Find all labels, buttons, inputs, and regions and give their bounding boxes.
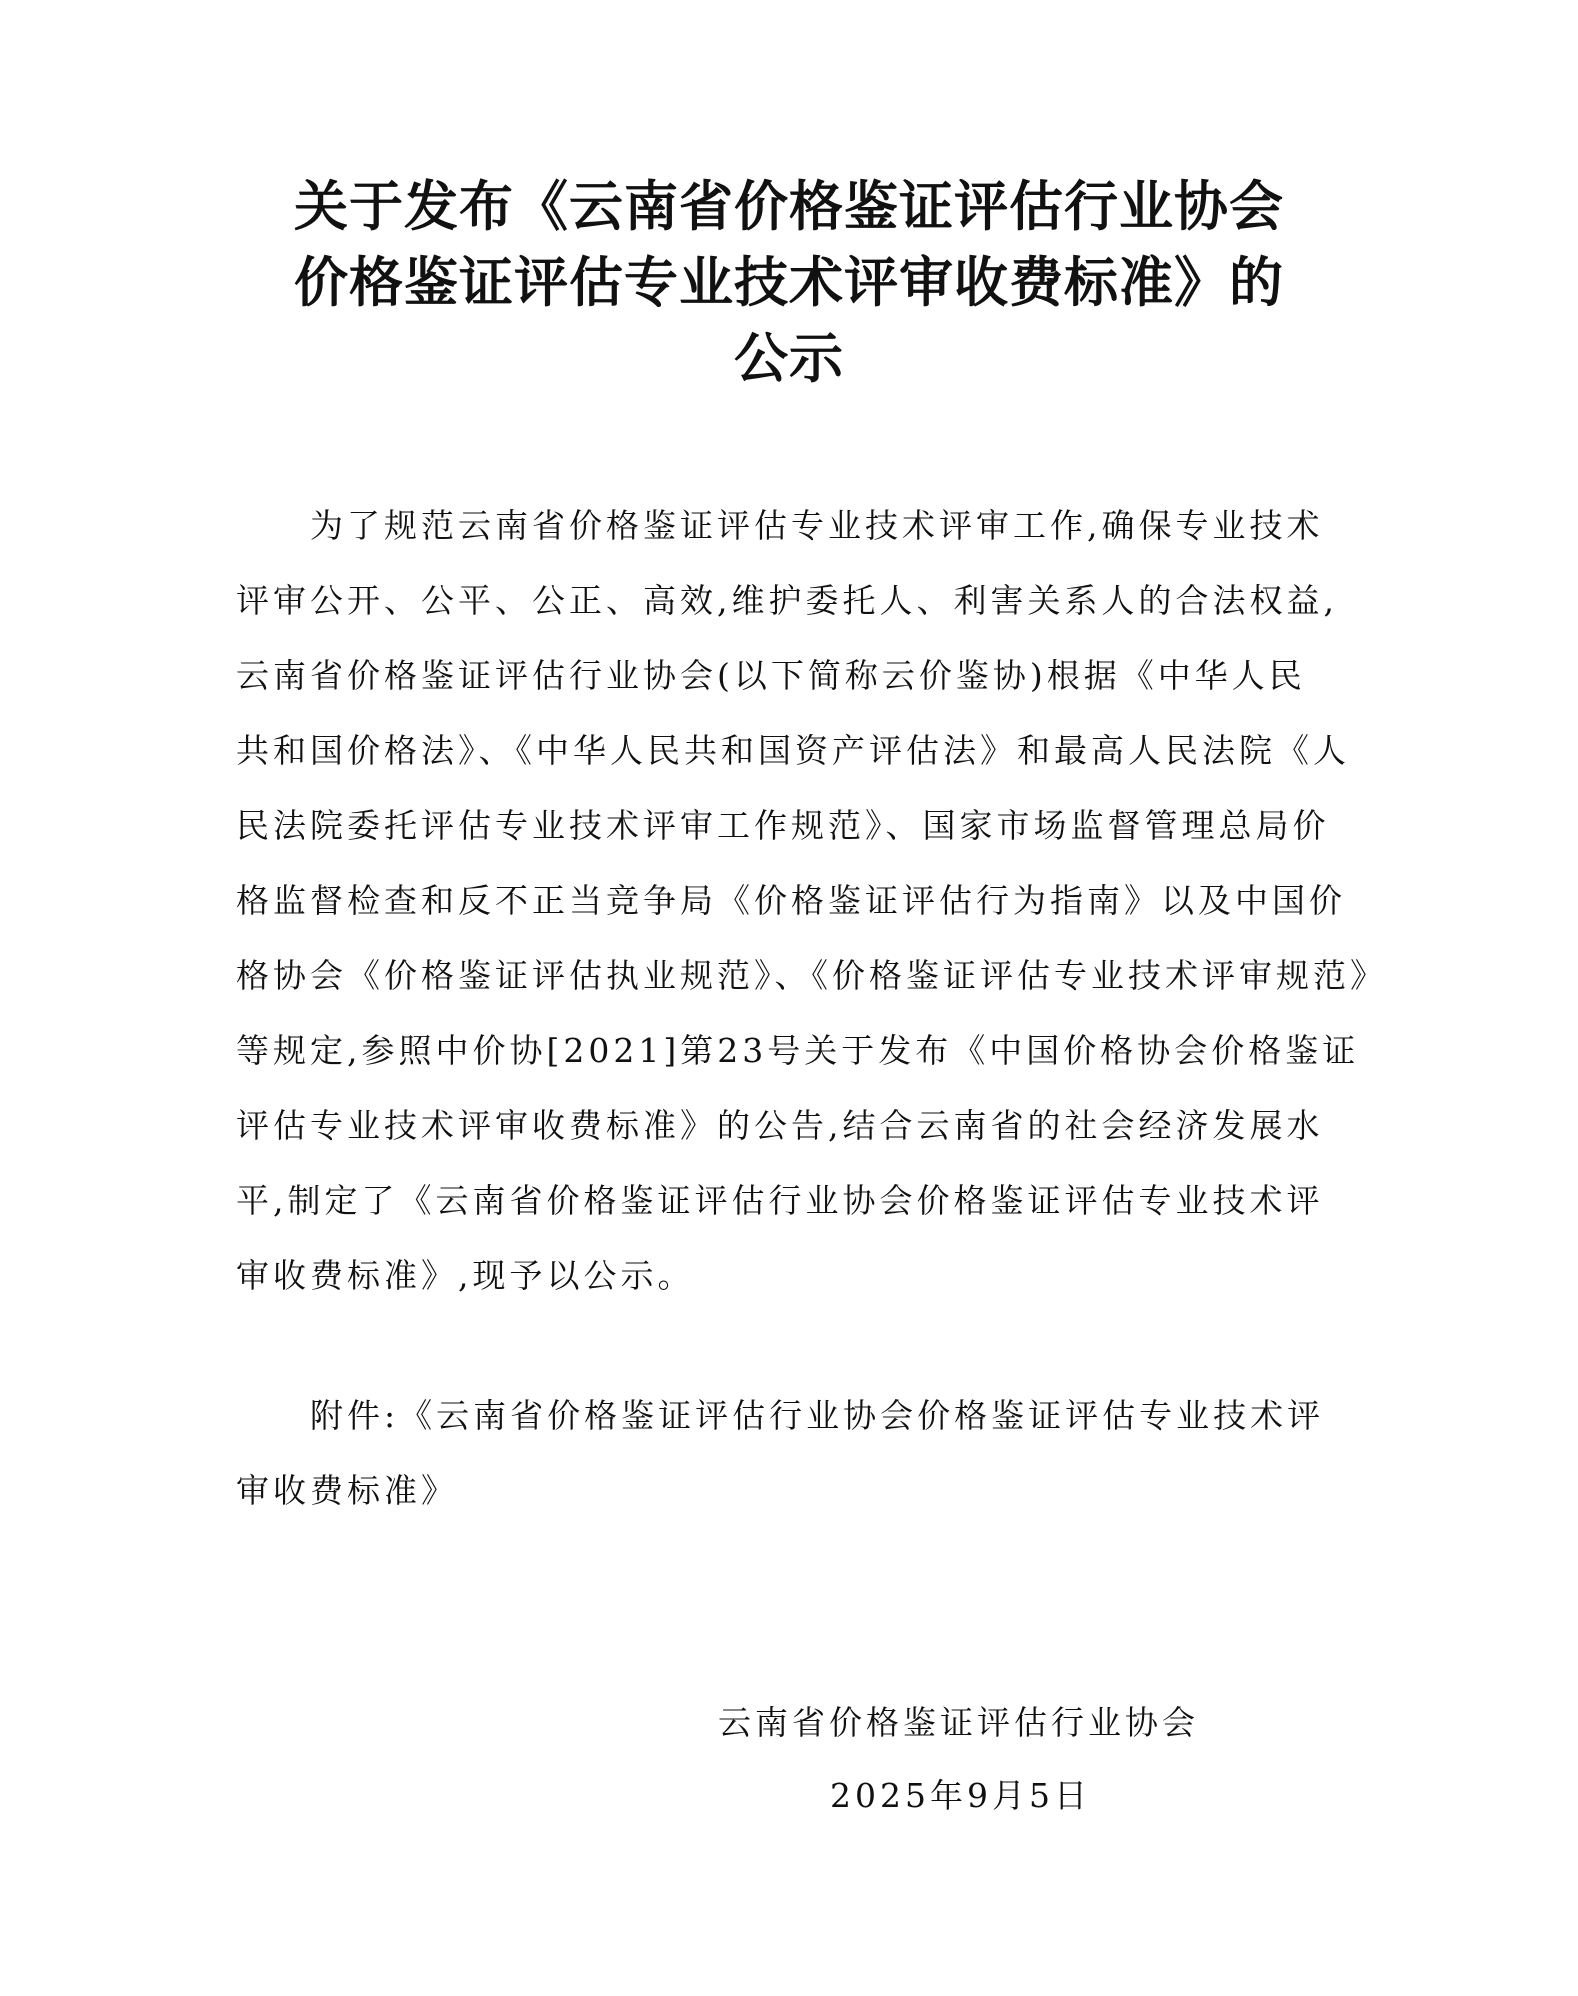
paragraph-line: 共和国价格法》、《中华人民共和国资产评估法》和最高人民法院《人 bbox=[236, 731, 1350, 770]
paragraph-line: 等规定,参照中价协[2021]第23号关于发布《中国价格协会价格鉴证 bbox=[236, 1031, 1360, 1070]
paragraph-line: 评审公开、公平、公正、高效,维护委托人、利害关系人的合法权益, bbox=[236, 581, 1338, 620]
attachment-note bbox=[236, 1378, 1336, 1528]
paragraph-line: 民法院委托评估专业技术评审工作规范》、国家市场监督管理总局价 bbox=[236, 806, 1330, 845]
paragraph-line: 为了规范云南省价格鉴证评估专业技术评审工作,确保专业技术 bbox=[310, 506, 1324, 545]
paragraph-line: 评估专业技术评审收费标准》的公告,结合云南省的社会经济发展水 bbox=[236, 1106, 1324, 1145]
paragraph-line: 格监督检查和反不正当竞争局《价格鉴证评估行为指南》以及中国价 bbox=[236, 881, 1346, 920]
title-line: 关于发布《云南省价格鉴证评估行业协会 bbox=[294, 174, 1284, 238]
attachment-line: 附件:《云南省价格鉴证评估行业协会价格鉴证评估专业技术评 bbox=[310, 1396, 1325, 1435]
paragraph-line: 审收费标准》,现予以公示。 bbox=[236, 1256, 695, 1295]
paragraph-line: 云南省价格鉴证评估行业协会(以下简称云价鉴协)根据《中华人民 bbox=[236, 656, 1306, 695]
signature-organization: 云南省价格鉴证评估行业协会 bbox=[718, 1703, 1199, 1742]
paragraph-line: 平,制定了《云南省价格鉴证评估行业协会价格鉴证评估专业技术评 bbox=[236, 1181, 1324, 1220]
title-line: 公示 bbox=[734, 326, 844, 390]
document-title bbox=[200, 168, 1378, 396]
paragraph-line: 格协会《价格鉴证评估执业规范》、《价格鉴证评估专业技术评审规范》 bbox=[236, 956, 1387, 995]
title-line: 价格鉴证评估专业技术评审收费标准》的 bbox=[294, 250, 1284, 314]
body-paragraph bbox=[236, 488, 1387, 1313]
signature-date: 2025年9月5日 bbox=[830, 1776, 1091, 1815]
attachment-line: 审收费标准》 bbox=[236, 1471, 458, 1510]
